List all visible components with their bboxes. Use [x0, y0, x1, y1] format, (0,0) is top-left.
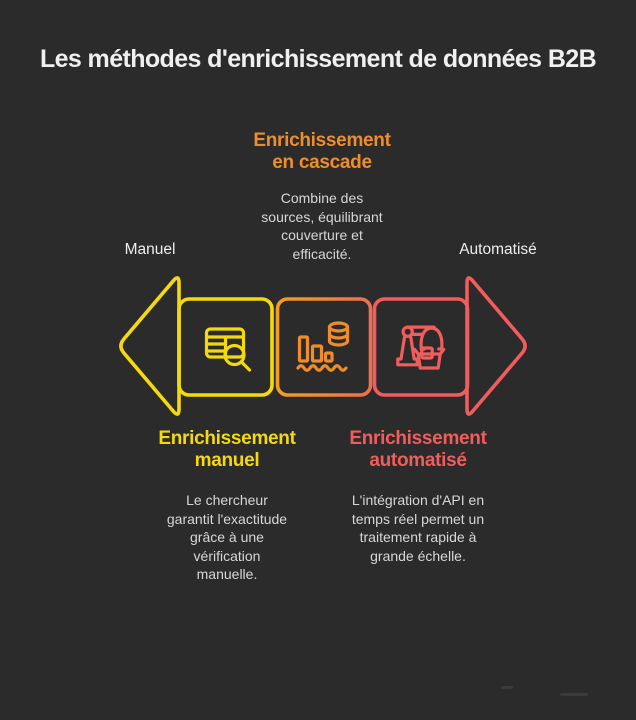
cascade-section-title	[212, 130, 432, 174]
bar-chart-coins-icon	[298, 323, 348, 370]
table-search-icon	[207, 329, 250, 370]
label-automatise: Automatisé	[459, 241, 537, 258]
desc-line: grâce à une	[190, 529, 264, 546]
automated-section-title	[308, 428, 528, 472]
desc-line: L'intégration d'API en	[351, 492, 485, 508]
title-line: Enrichissement	[349, 428, 487, 449]
title-line: Enrichissement	[253, 130, 391, 151]
desc-line: garantit l'exactitude	[166, 510, 288, 527]
cascade-description	[212, 189, 432, 263]
desc-line: temps réel permet un	[351, 510, 485, 527]
desc-line: Combine des	[280, 190, 364, 206]
manual-description	[117, 491, 337, 584]
automated-description	[308, 491, 528, 565]
desc-line: Le chercheur	[186, 492, 268, 508]
watermark-smudge	[501, 686, 513, 689]
enrichment-spectrum-arrow	[110, 266, 540, 428]
watermark-smudge	[560, 693, 588, 696]
desc-line: efficacité.	[292, 245, 352, 262]
page-title: Les méthodes d'enrichissement de données B2B	[39, 45, 597, 73]
desc-line: grande échelle.	[370, 547, 466, 564]
left-arrowhead	[121, 278, 179, 414]
title-line: manuel	[194, 450, 260, 471]
desc-line: couverture et	[281, 227, 363, 244]
desc-line: manuelle.	[196, 566, 258, 583]
title-line: en cascade	[272, 152, 372, 173]
desc-line: vérification	[193, 547, 261, 564]
label-manuel: Manuel	[124, 241, 176, 258]
manual-section-title	[117, 428, 337, 472]
title-line: Enrichissement	[158, 428, 296, 449]
cascade-box	[278, 299, 371, 395]
desc-line: traitement rapide à	[359, 529, 477, 546]
right-arrowhead	[467, 278, 525, 414]
desc-line: sources, équilibrant	[261, 208, 383, 225]
robot-arm-icon	[398, 327, 444, 368]
title-line: automatisé	[369, 450, 467, 471]
